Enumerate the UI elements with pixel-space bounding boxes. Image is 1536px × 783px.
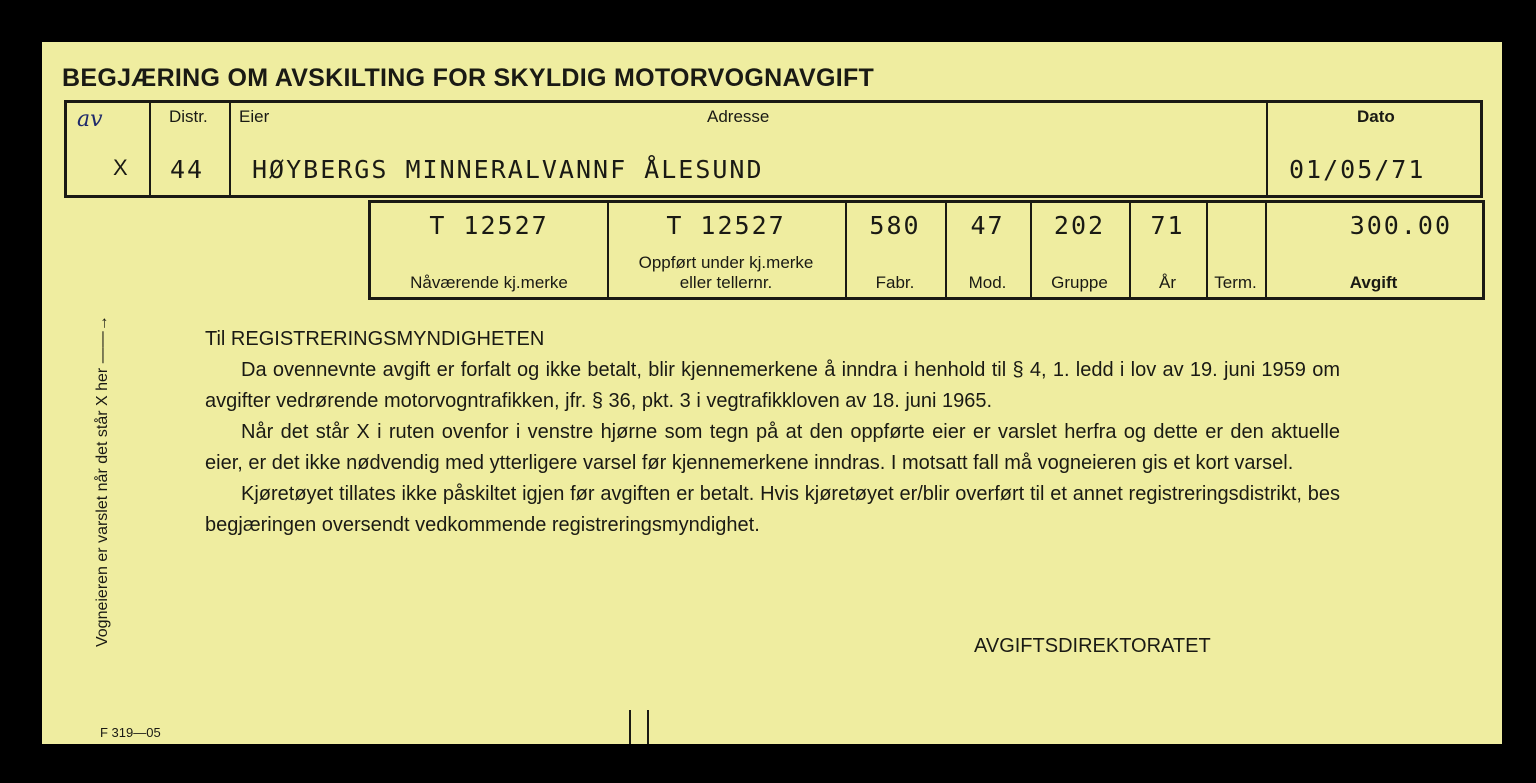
ar-cell bbox=[1129, 203, 1206, 297]
vehicle-row bbox=[368, 200, 1485, 300]
registered-plate-cell bbox=[607, 203, 845, 297]
mod-value: 47 bbox=[970, 211, 1005, 240]
dato-value: 01/05/71 bbox=[1289, 155, 1426, 184]
form-number: F 319—05 bbox=[100, 725, 161, 740]
dato-label: Dato bbox=[1357, 107, 1395, 126]
term-label: Term. bbox=[1214, 273, 1257, 292]
gruppe-value: 202 bbox=[1053, 211, 1106, 240]
paragraph-3: Kjøretøyet tillates ikke påskiltet igjen før avgiften er betalt. Hvis kjøretøyet er/blir overført til et annet registreringsdistrikt, bes begjæringen oversendt vedkommende registreringsmyndighet. bbox=[205, 483, 1340, 536]
paragraph-2: Når det står X i ruten ovenfor i venstre hjørne som tegn på at den oppførte eier er varslet herfra og dette er den aktuelle eier, er det ikke nødvendig med ytterligere varsel før kjennemerkene inndras. I motsatt fall må vogneieren gis et kort varsel. bbox=[205, 421, 1340, 474]
distr-value: 44 bbox=[170, 155, 205, 184]
distr-label: Distr. bbox=[169, 107, 208, 126]
fold-mark bbox=[629, 710, 631, 744]
ar-value: 71 bbox=[1150, 211, 1185, 240]
current-plate-value: T 12527 bbox=[429, 211, 549, 240]
letter-body bbox=[205, 324, 1340, 541]
signature: AVGIFTSDIREKTORATET bbox=[974, 635, 1211, 657]
owner-header-box bbox=[64, 100, 1483, 198]
avgift-label: Avgift bbox=[1349, 273, 1398, 292]
eier-label: Eier bbox=[239, 107, 270, 126]
registered-plate-value: T 12527 bbox=[666, 211, 786, 240]
fabr-value: 580 bbox=[869, 211, 921, 240]
divider bbox=[149, 103, 151, 195]
term-cell bbox=[1206, 203, 1265, 297]
divider bbox=[1266, 103, 1268, 195]
divider bbox=[229, 103, 231, 195]
fabr-label: Fabr. bbox=[875, 273, 915, 292]
ar-label: År bbox=[1159, 273, 1176, 292]
mod-cell bbox=[945, 203, 1030, 297]
form-card bbox=[42, 42, 1502, 744]
notified-mark: X bbox=[113, 155, 128, 180]
fabr-cell bbox=[845, 203, 945, 297]
adresse-label: Adresse bbox=[707, 107, 770, 126]
avgift-value: 300.00 bbox=[1349, 211, 1452, 240]
gruppe-cell bbox=[1030, 203, 1129, 297]
gruppe-label: Gruppe bbox=[1051, 273, 1108, 292]
registered-plate-label: Oppført under kj.merke eller tellernr. bbox=[638, 253, 814, 292]
recipient-line: Til REGISTRERINGSMYNDIGHETEN bbox=[205, 328, 545, 350]
form-title: BEGJÆRING OM AVSKILTING FOR SKYLDIG MOTORVOGNAVGIFT bbox=[62, 64, 875, 92]
side-note: Vogneieren er varslet når det står X her ——→ bbox=[94, 315, 111, 647]
owner-value: HØYBERGS MINNERALVANNF ÅLESUND bbox=[252, 155, 764, 184]
handwritten-initials: av bbox=[77, 107, 103, 132]
fold-mark bbox=[647, 710, 649, 744]
current-plate-label: Nåværende kj.merke bbox=[410, 273, 568, 292]
mod-label: Mod. bbox=[968, 273, 1007, 292]
current-plate-cell bbox=[371, 203, 607, 297]
avgift-cell bbox=[1265, 203, 1482, 297]
paragraph-1: Da ovennevnte avgift er forfalt og ikke betalt, blir kjennemerkene å inndra i henhold til § 4, 1. ledd i lov av 19. juni 1959 om avgifter vedrørende motorvogntrafikken, jfr. § 36, pkt. 3 i vegtrafikkloven av 18. juni 1965. bbox=[205, 359, 1340, 412]
